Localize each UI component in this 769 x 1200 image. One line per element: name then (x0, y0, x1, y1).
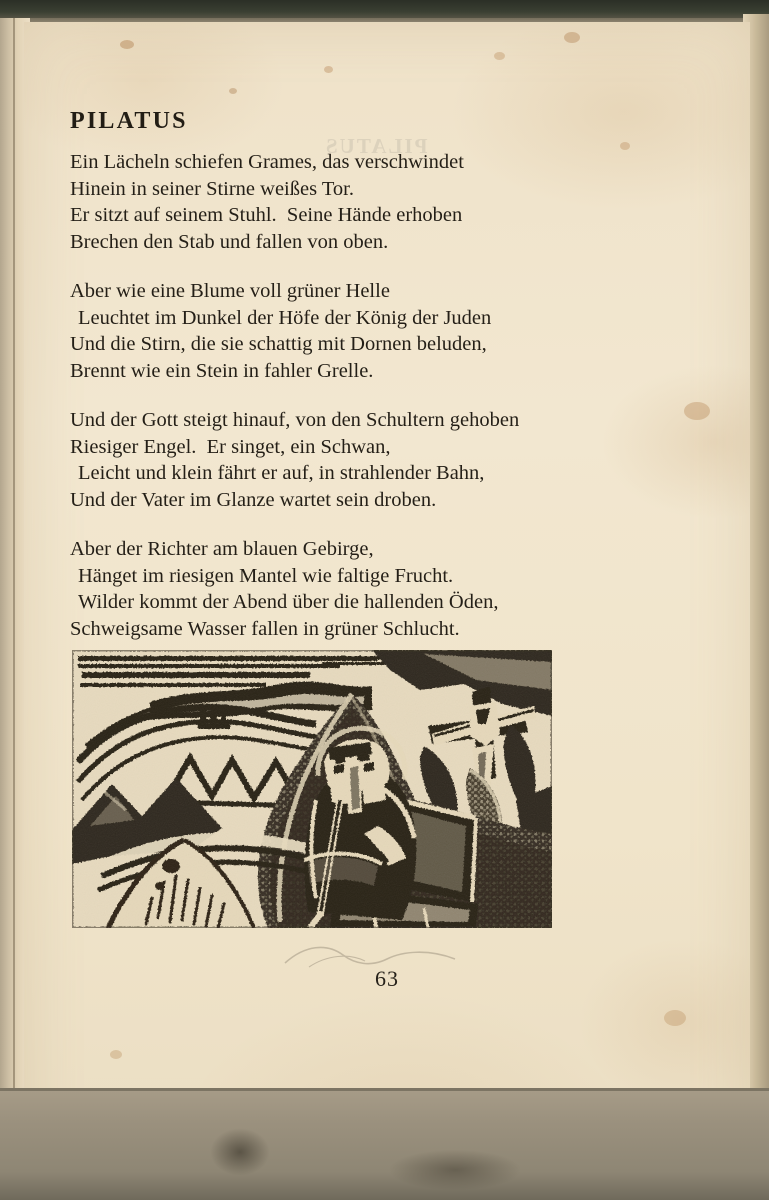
page-title: PILATUS (70, 108, 188, 134)
foxing-spot (664, 1010, 686, 1026)
paper-page (24, 22, 750, 1162)
foxing-spot (110, 1050, 122, 1059)
stanza (70, 536, 670, 642)
foxing-spot (229, 88, 237, 94)
foxing-spot (684, 402, 710, 420)
poem-line: Hänget im riesigen Mantel wie faltige Frucht. (78, 564, 454, 587)
foxing-spot (564, 32, 580, 43)
poem-line: Hinein in seiner Stirne weißes Tor. (70, 177, 354, 200)
poem-line: Wilder kommt der Abend über die hallenden Öden, (78, 591, 499, 613)
foxing-spot (324, 66, 333, 73)
poem-line: Aber der Richter am blauen Gebirge, (70, 538, 374, 560)
poem-line: Leicht und klein fährt er auf, in strahlender Bahn, (78, 462, 485, 484)
poem-line: Riesiger Engel. Er singet, ein Schwan, (70, 435, 391, 458)
book-cover-bottom-edge (0, 1088, 769, 1200)
poem-line: Aber wie eine Blume voll grüner Helle (70, 280, 390, 302)
cover-smudge (390, 1150, 520, 1190)
stanza (70, 278, 670, 384)
poem-line: Brennt wie ein Stein in fahler Grelle. (70, 359, 374, 382)
poem-line: Ein Lächeln schiefen Grames, das verschwindet (70, 151, 464, 173)
stanza (70, 149, 670, 255)
bleed-through-text: PILATUS (324, 134, 428, 158)
foxing-spot (494, 52, 505, 60)
page-number: 63 (375, 966, 399, 991)
foxing-spot (120, 40, 134, 49)
poem-line: Leuchtet im Dunkel der Höfe der König der Juden (78, 306, 492, 329)
poem-line: Und der Vater im Glanze wartet sein droben. (70, 488, 437, 511)
stanza (70, 407, 670, 513)
cover-smudge (210, 1128, 270, 1176)
poem-line: Schweigsame Wasser fallen in grüner Schlucht. (70, 617, 460, 640)
poem-line: Und die Stirn, die sie schattig mit Dornen beluden, (70, 333, 487, 355)
poem-body (70, 108, 670, 665)
gutter-crease (13, 18, 15, 1163)
woodcut-illustration (72, 650, 552, 928)
poem-line: Brechen den Stab und fallen von oben. (70, 230, 389, 253)
poem-line: Er sitzt auf seinem Stuhl. Seine Hände erhoben (70, 204, 463, 226)
poem-line: Und der Gott steigt hinauf, von den Schultern gehoben (70, 409, 520, 431)
